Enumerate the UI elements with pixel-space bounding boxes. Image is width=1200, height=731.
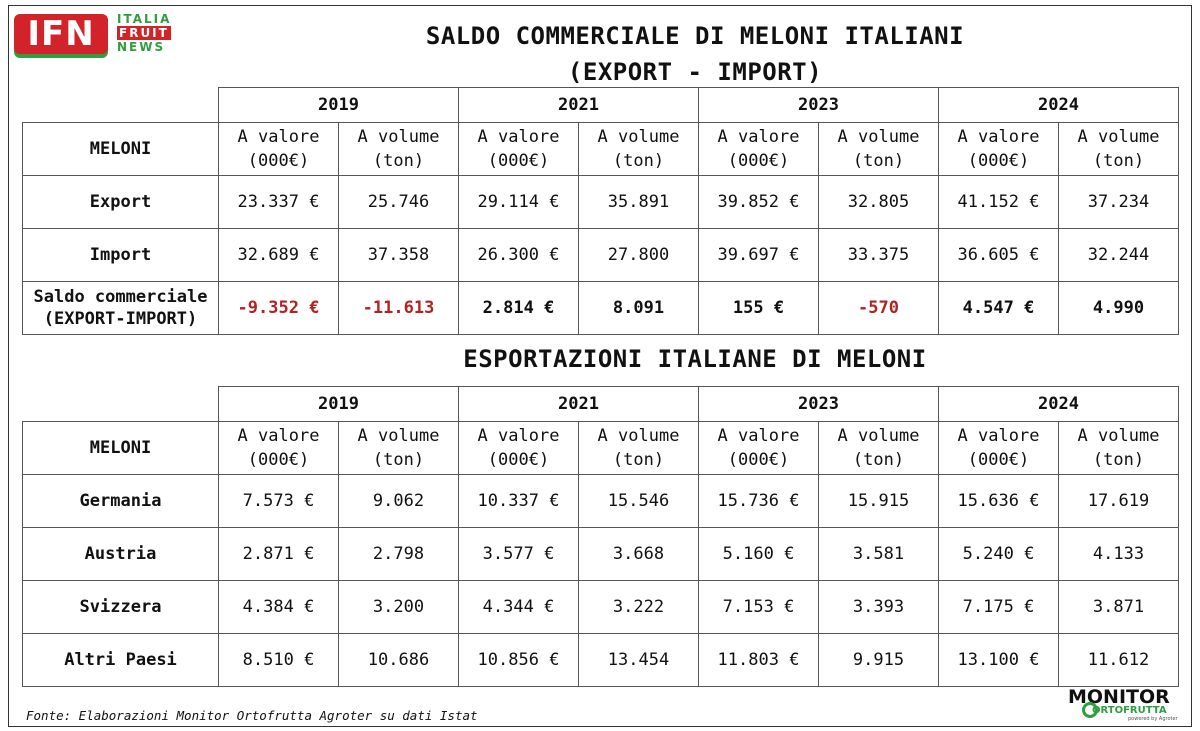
monitor-logo-bottom: ORTOFRUTTA xyxy=(1092,705,1167,716)
saldo-table xyxy=(22,87,1179,335)
value-header-line2: (000€) xyxy=(487,450,550,470)
table-row xyxy=(23,176,1179,229)
volume-header-line2: (ton) xyxy=(1092,450,1145,470)
value-header-line2: (000€) xyxy=(247,450,310,470)
year-2024: 2024 xyxy=(939,387,1179,422)
volume-cell: 3.668 xyxy=(579,528,699,581)
year-2023: 2023 xyxy=(699,387,939,422)
value-header-line1: A valore xyxy=(957,426,1040,446)
saldo-label-line2: (EXPORT-IMPORT) xyxy=(43,309,198,329)
row-label: Svizzera xyxy=(23,581,219,634)
saldo-value: -11.613 xyxy=(339,282,459,335)
volume-cell: 17.619 xyxy=(1059,475,1179,528)
table-row xyxy=(23,229,1179,282)
table-row xyxy=(23,581,1179,634)
year-2023: 2023 xyxy=(699,88,939,123)
value-header-line1: A valore xyxy=(957,127,1040,147)
value-header-line2: (000€) xyxy=(967,450,1030,470)
saldo-label xyxy=(23,282,219,335)
volume-header xyxy=(339,422,459,475)
value-header xyxy=(219,123,339,176)
table-row xyxy=(23,634,1179,687)
volume-cell: 3.200 xyxy=(339,581,459,634)
volume-header xyxy=(1059,123,1179,176)
value-header xyxy=(699,422,819,475)
volume-cell: 13.454 xyxy=(579,634,699,687)
title-exports: ESPORTAZIONI ITALIANE DI MELONI xyxy=(463,345,927,373)
saldo-value: -570 xyxy=(819,282,939,335)
saldo-value: 155 € xyxy=(699,282,819,335)
volume-cell: 9.062 xyxy=(339,475,459,528)
value-cell: 11.803 € xyxy=(699,634,819,687)
value-header xyxy=(699,123,819,176)
saldo-value: 2.814 € xyxy=(459,282,579,335)
volume-header-line1: A volume xyxy=(837,127,920,147)
volume-header-line2: (ton) xyxy=(852,450,905,470)
volume-header-line2: (ton) xyxy=(612,151,665,171)
meloni-header: MELONI xyxy=(23,422,219,475)
value-cell: 2.871 € xyxy=(219,528,339,581)
row-label: Import xyxy=(23,229,219,282)
value-cell: 5.240 € xyxy=(939,528,1059,581)
value-cell: 13.100 € xyxy=(939,634,1059,687)
volume-cell: 27.800 xyxy=(579,229,699,282)
value-cell: 29.114 € xyxy=(459,176,579,229)
subtitle-saldo: (EXPORT - IMPORT) xyxy=(567,58,823,86)
volume-cell: 9.915 xyxy=(819,634,939,687)
year-header-row xyxy=(23,387,1179,422)
value-cell: 7.175 € xyxy=(939,581,1059,634)
empty-corner xyxy=(23,387,219,422)
value-header-line2: (000€) xyxy=(247,151,310,171)
volume-cell: 10.686 xyxy=(339,634,459,687)
value-cell: 7.153 € xyxy=(699,581,819,634)
volume-header-line1: A volume xyxy=(357,127,440,147)
volume-cell: 4.133 xyxy=(1059,528,1179,581)
monitor-logo-small: powered by Agroter xyxy=(1128,716,1178,722)
volume-cell: 37.234 xyxy=(1059,176,1179,229)
value-cell: 8.510 € xyxy=(219,634,339,687)
volume-header xyxy=(819,123,939,176)
row-label: Germania xyxy=(23,475,219,528)
value-cell: 4.344 € xyxy=(459,581,579,634)
ifn-logo-line2: FRUIT xyxy=(119,26,169,40)
volume-cell: 11.612 xyxy=(1059,634,1179,687)
saldo-value: 4.547 € xyxy=(939,282,1059,335)
volume-header-line2: (ton) xyxy=(612,450,665,470)
value-header-line2: (000€) xyxy=(487,151,550,171)
volume-cell: 15.915 xyxy=(819,475,939,528)
value-header xyxy=(939,123,1059,176)
value-cell: 10.856 € xyxy=(459,634,579,687)
column-header-row xyxy=(23,422,1179,475)
value-cell: 41.152 € xyxy=(939,176,1059,229)
volume-header xyxy=(819,422,939,475)
saldo-value: -9.352 € xyxy=(219,282,339,335)
volume-cell: 3.393 xyxy=(819,581,939,634)
ifn-logo-line3: NEWS xyxy=(117,40,166,54)
row-label: Altri Paesi xyxy=(23,634,219,687)
volume-header xyxy=(339,123,459,176)
value-header-line1: A valore xyxy=(237,426,320,446)
volume-header-line2: (ton) xyxy=(852,151,905,171)
value-cell: 15.636 € xyxy=(939,475,1059,528)
value-header xyxy=(939,422,1059,475)
value-cell: 10.337 € xyxy=(459,475,579,528)
volume-cell: 15.546 xyxy=(579,475,699,528)
volume-header xyxy=(579,422,699,475)
volume-cell: 32.244 xyxy=(1059,229,1179,282)
value-cell: 4.384 € xyxy=(219,581,339,634)
year-2021: 2021 xyxy=(459,88,699,123)
volume-cell: 32.805 xyxy=(819,176,939,229)
year-2024: 2024 xyxy=(939,88,1179,123)
year-header-row xyxy=(23,88,1179,123)
monitor-ortofrutta-logo xyxy=(1068,686,1186,722)
column-header-row xyxy=(23,123,1179,176)
title-saldo: SALDO COMMERCIALE DI MELONI ITALIANI xyxy=(425,22,965,50)
volume-header-line1: A volume xyxy=(1077,127,1160,147)
value-header-line1: A valore xyxy=(237,127,320,147)
value-cell: 26.300 € xyxy=(459,229,579,282)
source-note: Fonte: Elaborazioni Monitor Ortofrutta Agroter su dati Istat xyxy=(26,708,478,723)
volume-header-line1: A volume xyxy=(597,127,680,147)
volume-cell: 25.746 xyxy=(339,176,459,229)
volume-header-line1: A volume xyxy=(837,426,920,446)
year-2019: 2019 xyxy=(219,88,459,123)
volume-cell: 3.581 xyxy=(819,528,939,581)
monitor-logo-top: MONITOR xyxy=(1068,686,1170,708)
year-2021: 2021 xyxy=(459,387,699,422)
volume-header xyxy=(1059,422,1179,475)
value-header-line2: (000€) xyxy=(967,151,1030,171)
value-header xyxy=(459,123,579,176)
empty-corner xyxy=(23,88,219,123)
value-header-line1: A valore xyxy=(717,426,800,446)
value-header-line1: A valore xyxy=(477,127,560,147)
value-cell: 32.689 € xyxy=(219,229,339,282)
ifn-logo-line1: ITALIA xyxy=(117,12,172,26)
volume-cell: 3.222 xyxy=(579,581,699,634)
volume-header xyxy=(579,123,699,176)
volume-header-line2: (ton) xyxy=(1092,151,1145,171)
value-header-line2: (000€) xyxy=(727,151,790,171)
volume-cell: 33.375 xyxy=(819,229,939,282)
value-cell: 15.736 € xyxy=(699,475,819,528)
volume-header-line2: (ton) xyxy=(372,450,425,470)
value-cell: 23.337 € xyxy=(219,176,339,229)
ifn-logo-text: IFN xyxy=(27,14,95,54)
saldo-value: 8.091 xyxy=(579,282,699,335)
volume-cell: 3.871 xyxy=(1059,581,1179,634)
exports-table xyxy=(22,386,1179,687)
value-cell: 36.605 € xyxy=(939,229,1059,282)
value-header-line2: (000€) xyxy=(727,450,790,470)
volume-cell: 2.798 xyxy=(339,528,459,581)
meloni-header: MELONI xyxy=(23,123,219,176)
row-label: Austria xyxy=(23,528,219,581)
row-label: Export xyxy=(23,176,219,229)
volume-cell: 37.358 xyxy=(339,229,459,282)
value-header-line1: A valore xyxy=(477,426,560,446)
saldo-value: 4.990 xyxy=(1059,282,1179,335)
value-cell: 5.160 € xyxy=(699,528,819,581)
value-header-line1: A valore xyxy=(717,127,800,147)
volume-cell: 35.891 xyxy=(579,176,699,229)
saldo-row xyxy=(23,282,1179,335)
volume-header-line2: (ton) xyxy=(372,151,425,171)
volume-header-line1: A volume xyxy=(597,426,680,446)
volume-header-line1: A volume xyxy=(357,426,440,446)
value-cell: 3.577 € xyxy=(459,528,579,581)
saldo-label-line1: Saldo commerciale xyxy=(33,287,208,307)
year-2019: 2019 xyxy=(219,387,459,422)
volume-header-line1: A volume xyxy=(1077,426,1160,446)
value-header xyxy=(219,422,339,475)
value-header xyxy=(459,422,579,475)
table-row xyxy=(23,528,1179,581)
value-cell: 39.697 € xyxy=(699,229,819,282)
value-cell: 39.852 € xyxy=(699,176,819,229)
value-cell: 7.573 € xyxy=(219,475,339,528)
table-row xyxy=(23,475,1179,528)
